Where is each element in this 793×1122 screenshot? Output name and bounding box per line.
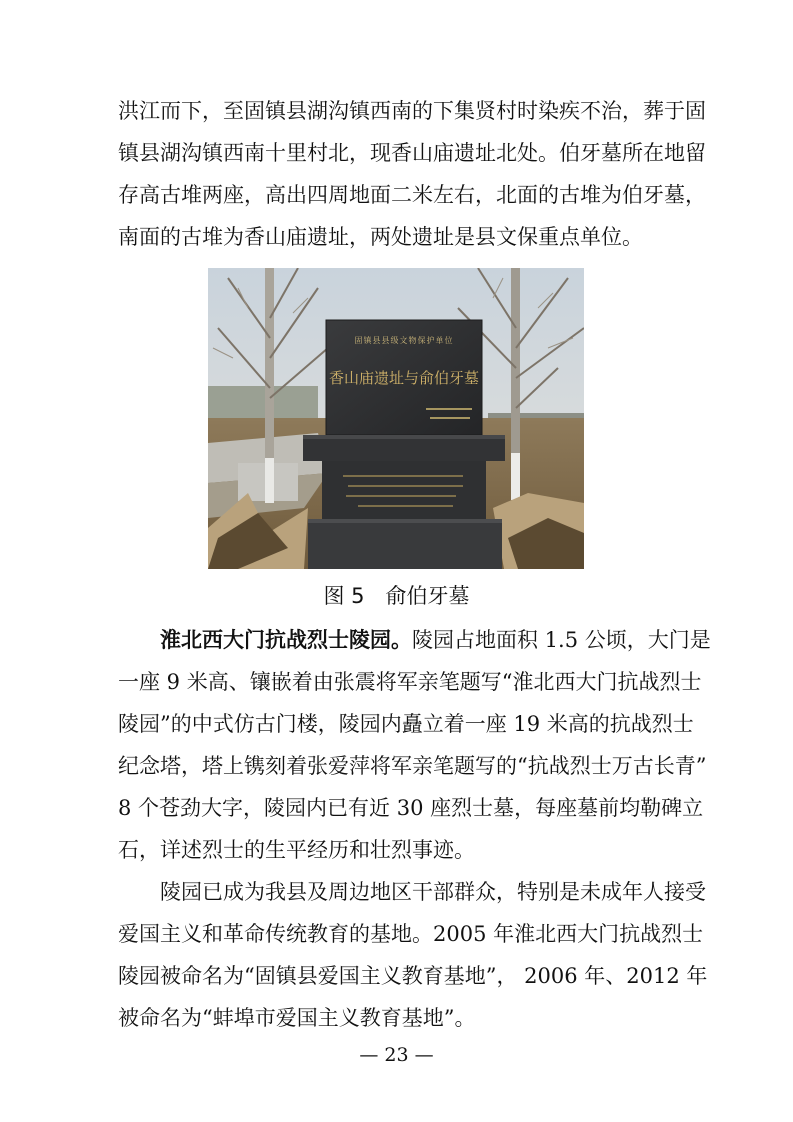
cemetery-line-2: 一座 9 米高、镶嵌着由张震将军亲笔题写“淮北西大门抗战烈士 bbox=[118, 670, 702, 694]
intro-line-2: 镇县湖沟镇西南十里村北，现香山庙遗址北处。伯牙墓所在地留 bbox=[118, 141, 706, 165]
education-line-3: 陵园被命名为“固镇县爱国主义教育基地”， 2006 年、2012 年 bbox=[118, 964, 708, 988]
page-number: — 23 — bbox=[359, 1044, 434, 1066]
cemetery-line-6: 石，详述烈士的生平经历和壮烈事迹。 bbox=[118, 838, 475, 862]
cemetery-paragraph bbox=[118, 619, 711, 871]
stele-title-text: 香山庙遗址与俞伯牙墓 bbox=[328, 369, 480, 387]
tomb-photo bbox=[208, 268, 584, 569]
education-line-4: 被命名为“蚌埠市爱国主义教育基地”。 bbox=[118, 1006, 476, 1030]
stele-header-text: 固镇县县级文物保护单位 bbox=[354, 336, 454, 345]
education-line-1: 陵园已成为我县及周边地区干部群众，特别是未成年人接受 bbox=[160, 880, 706, 904]
cemetery-line-1 bbox=[118, 619, 711, 661]
cemetery-line-1-text: 陵园占地面积 1.5 公顷，大门是 bbox=[412, 628, 711, 652]
intro-line-4: 南面的古堆为香山庙遗址，两处遗址是县文保重点单位。 bbox=[118, 225, 643, 249]
education-line-2: 爱国主义和革命传统教育的基地。2005 年淮北西大门抗战烈士 bbox=[118, 922, 704, 946]
figure-caption: 图 5 俞伯牙墓 bbox=[323, 584, 470, 608]
education-paragraph bbox=[118, 871, 708, 1039]
intro-line-1: 洪江而下，至固镇县湖沟镇西南的下集贤村时染疾不治，葬于固 bbox=[118, 99, 706, 123]
cemetery-line-5: 8 个苍劲大字，陵园内已有近 30 座烈士墓，每座墓前均勒碑立 bbox=[118, 796, 704, 820]
cemetery-line-3: 陵园”的中式仿古门楼，陵园内矗立着一座 19 米高的抗战烈士 bbox=[118, 712, 694, 736]
cemetery-line-4: 纪念塔，塔上镌刻着张爱萍将军亲笔题写的“抗战烈士万古长青” bbox=[118, 754, 707, 778]
intro-line-3: 存高古堆两座，高出四周地面二米左右，北面的古堆为伯牙墓， bbox=[118, 183, 706, 207]
intro-paragraph bbox=[118, 90, 706, 258]
section-heading: 淮北西大门抗战烈士陵园。 bbox=[160, 627, 412, 652]
